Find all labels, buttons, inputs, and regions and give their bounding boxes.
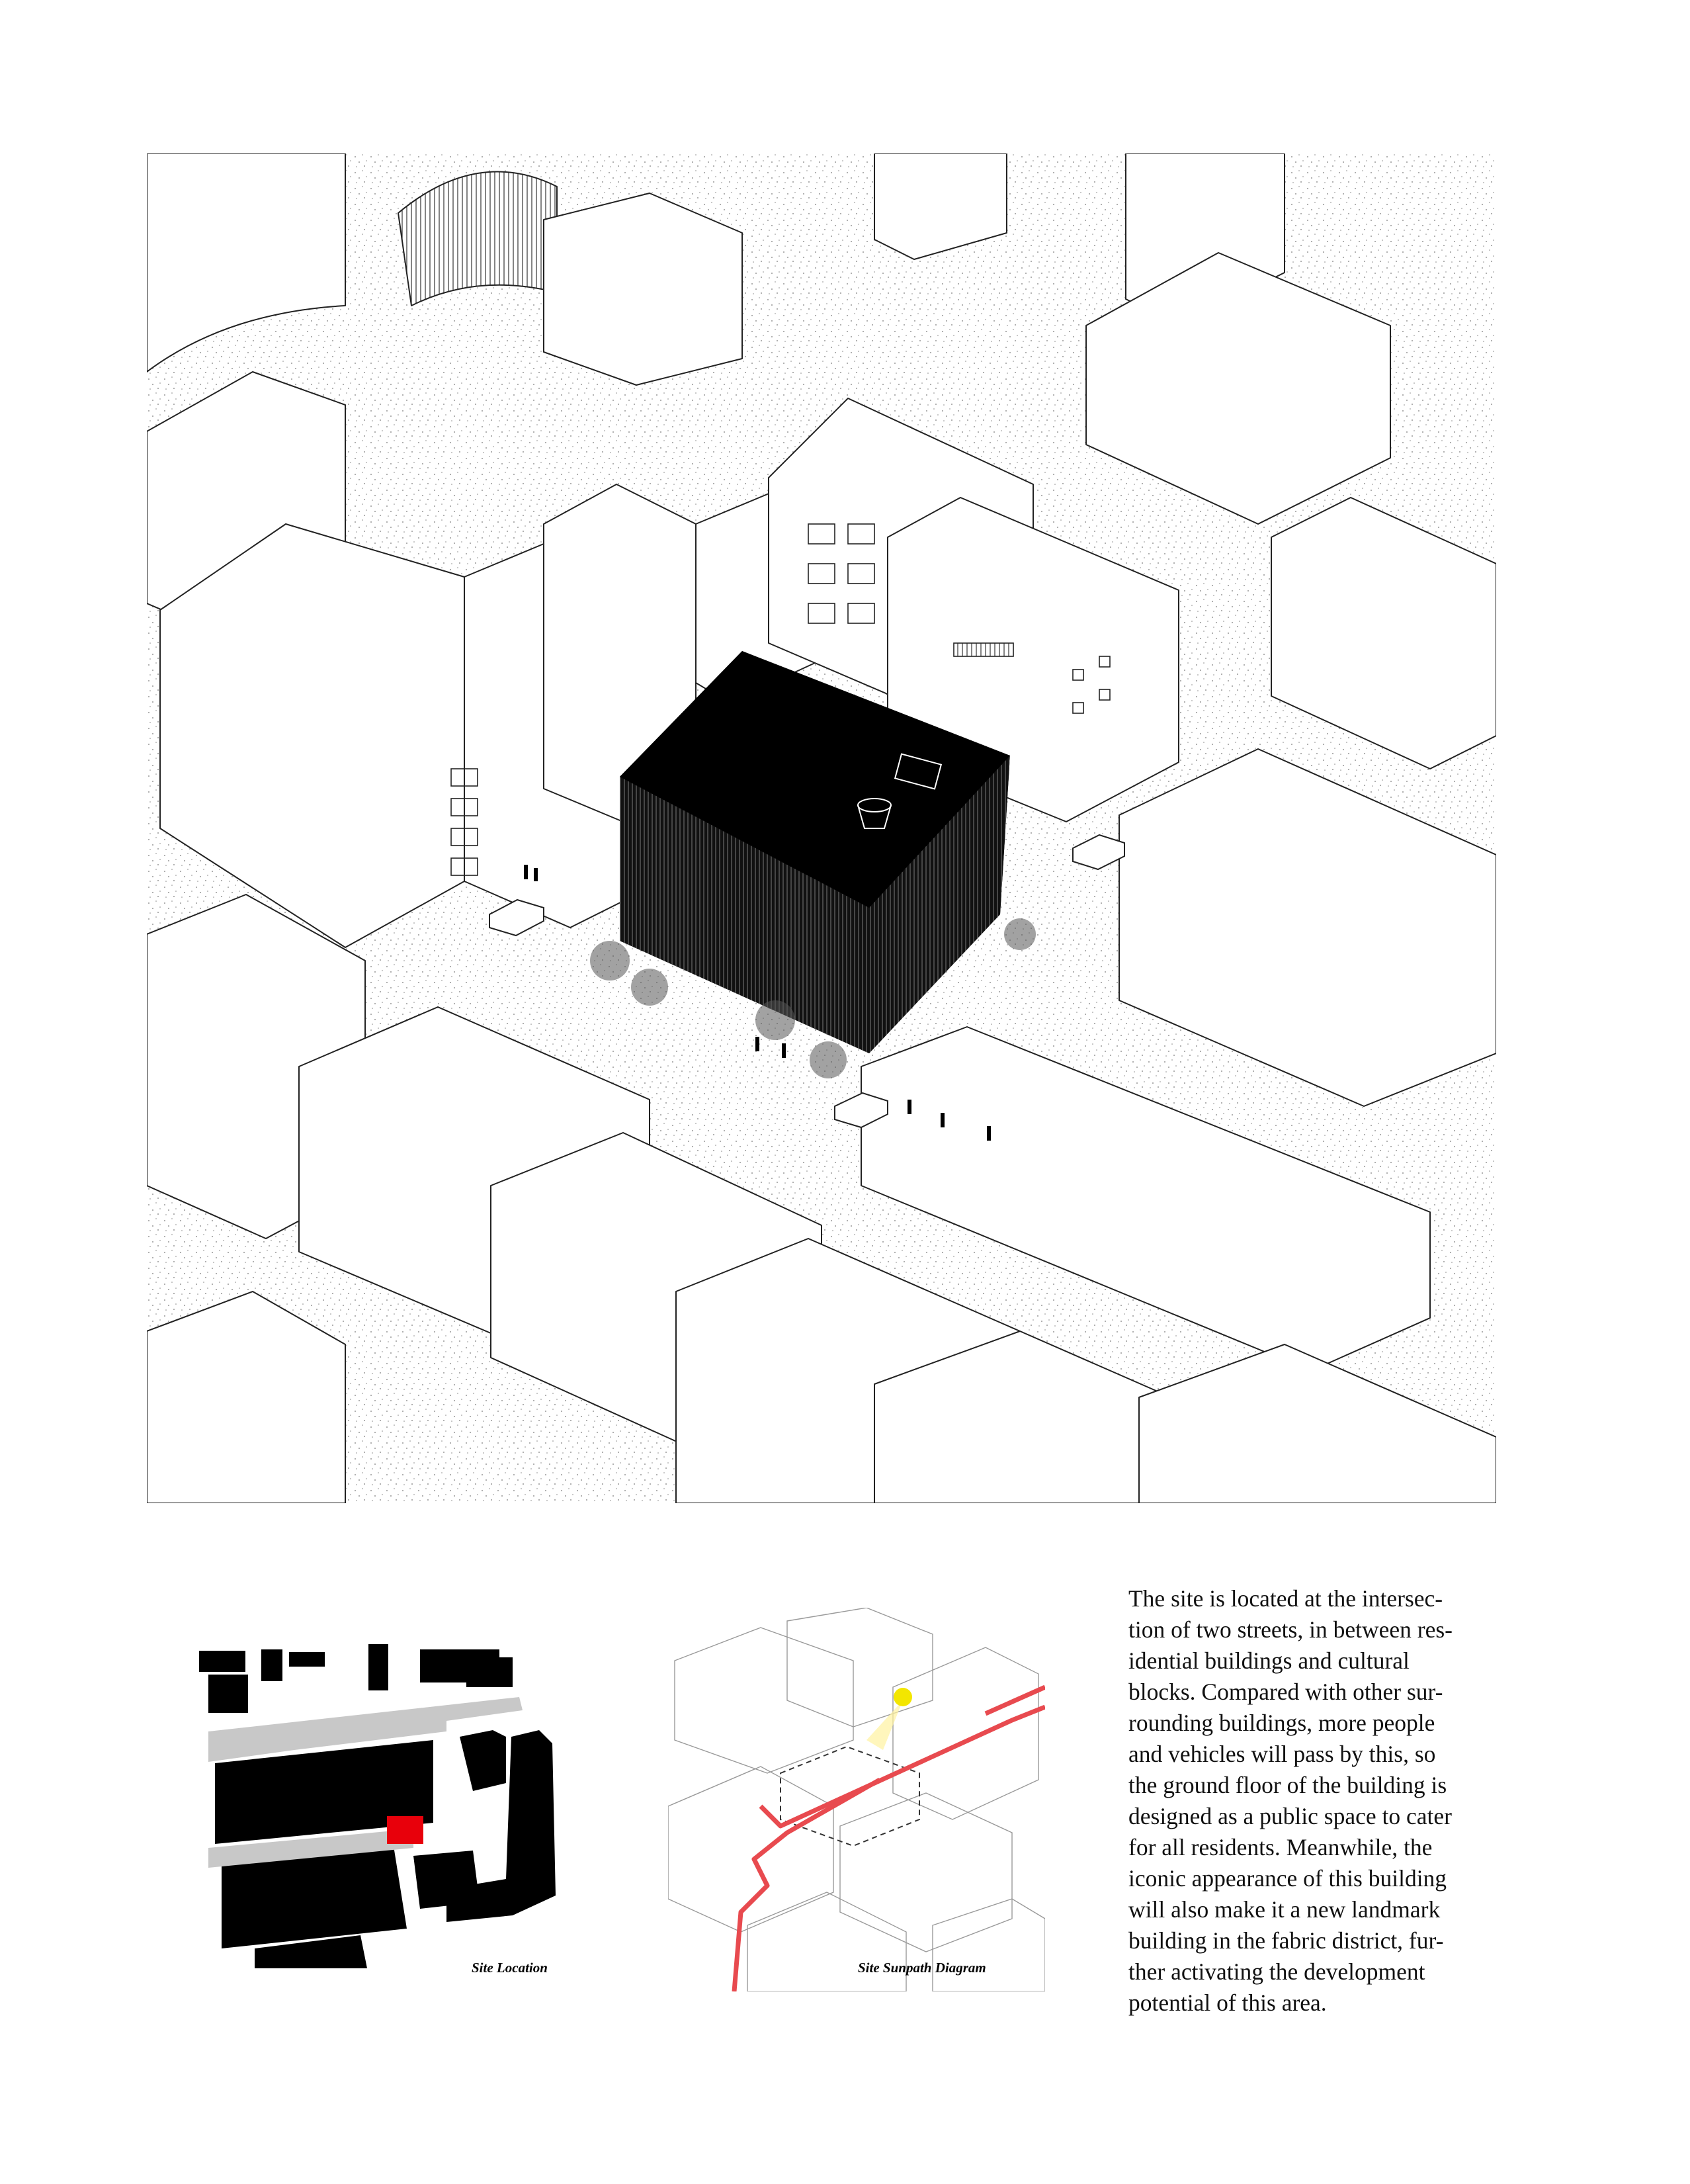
site-location-caption: Site Location [472,1960,548,1976]
description-line: The site is located at the intersec- [1128,1585,1443,1612]
site-location-map [195,1638,566,1968]
description-line: ther activating the development [1128,1958,1425,1985]
sun-icon [894,1688,912,1706]
description-line: and vehicles will pass by this, so [1128,1741,1436,1767]
description-line: rounding buildings, more people [1128,1710,1435,1736]
description-line: potential of this area. [1128,1989,1327,2016]
sunpath-diagram [668,1608,1045,1991]
description-line: designed as a public space to cater [1128,1803,1452,1829]
description-line: blocks. Compared with other sur- [1128,1679,1443,1705]
description-line: for all residents. Meanwhile, the [1128,1834,1433,1860]
description-line: building in the fabric district, fur- [1128,1927,1444,1954]
site-description [1128,1583,1466,2019]
description-line: idential buildings and cultural [1128,1647,1410,1674]
description-line: tion of two streets, in between res- [1128,1616,1453,1643]
description-line: the ground floor of the building is [1128,1772,1447,1798]
description-line: will also make it a new landmark [1128,1896,1441,1923]
building [544,193,742,385]
sunpath-caption: Site Sunpath Diagram [858,1960,986,1976]
axonometric-site-drawing [147,153,1496,1503]
sun-ray [866,1700,903,1750]
site-highlight [387,1816,423,1844]
description-line: iconic appearance of this building [1128,1865,1447,1892]
